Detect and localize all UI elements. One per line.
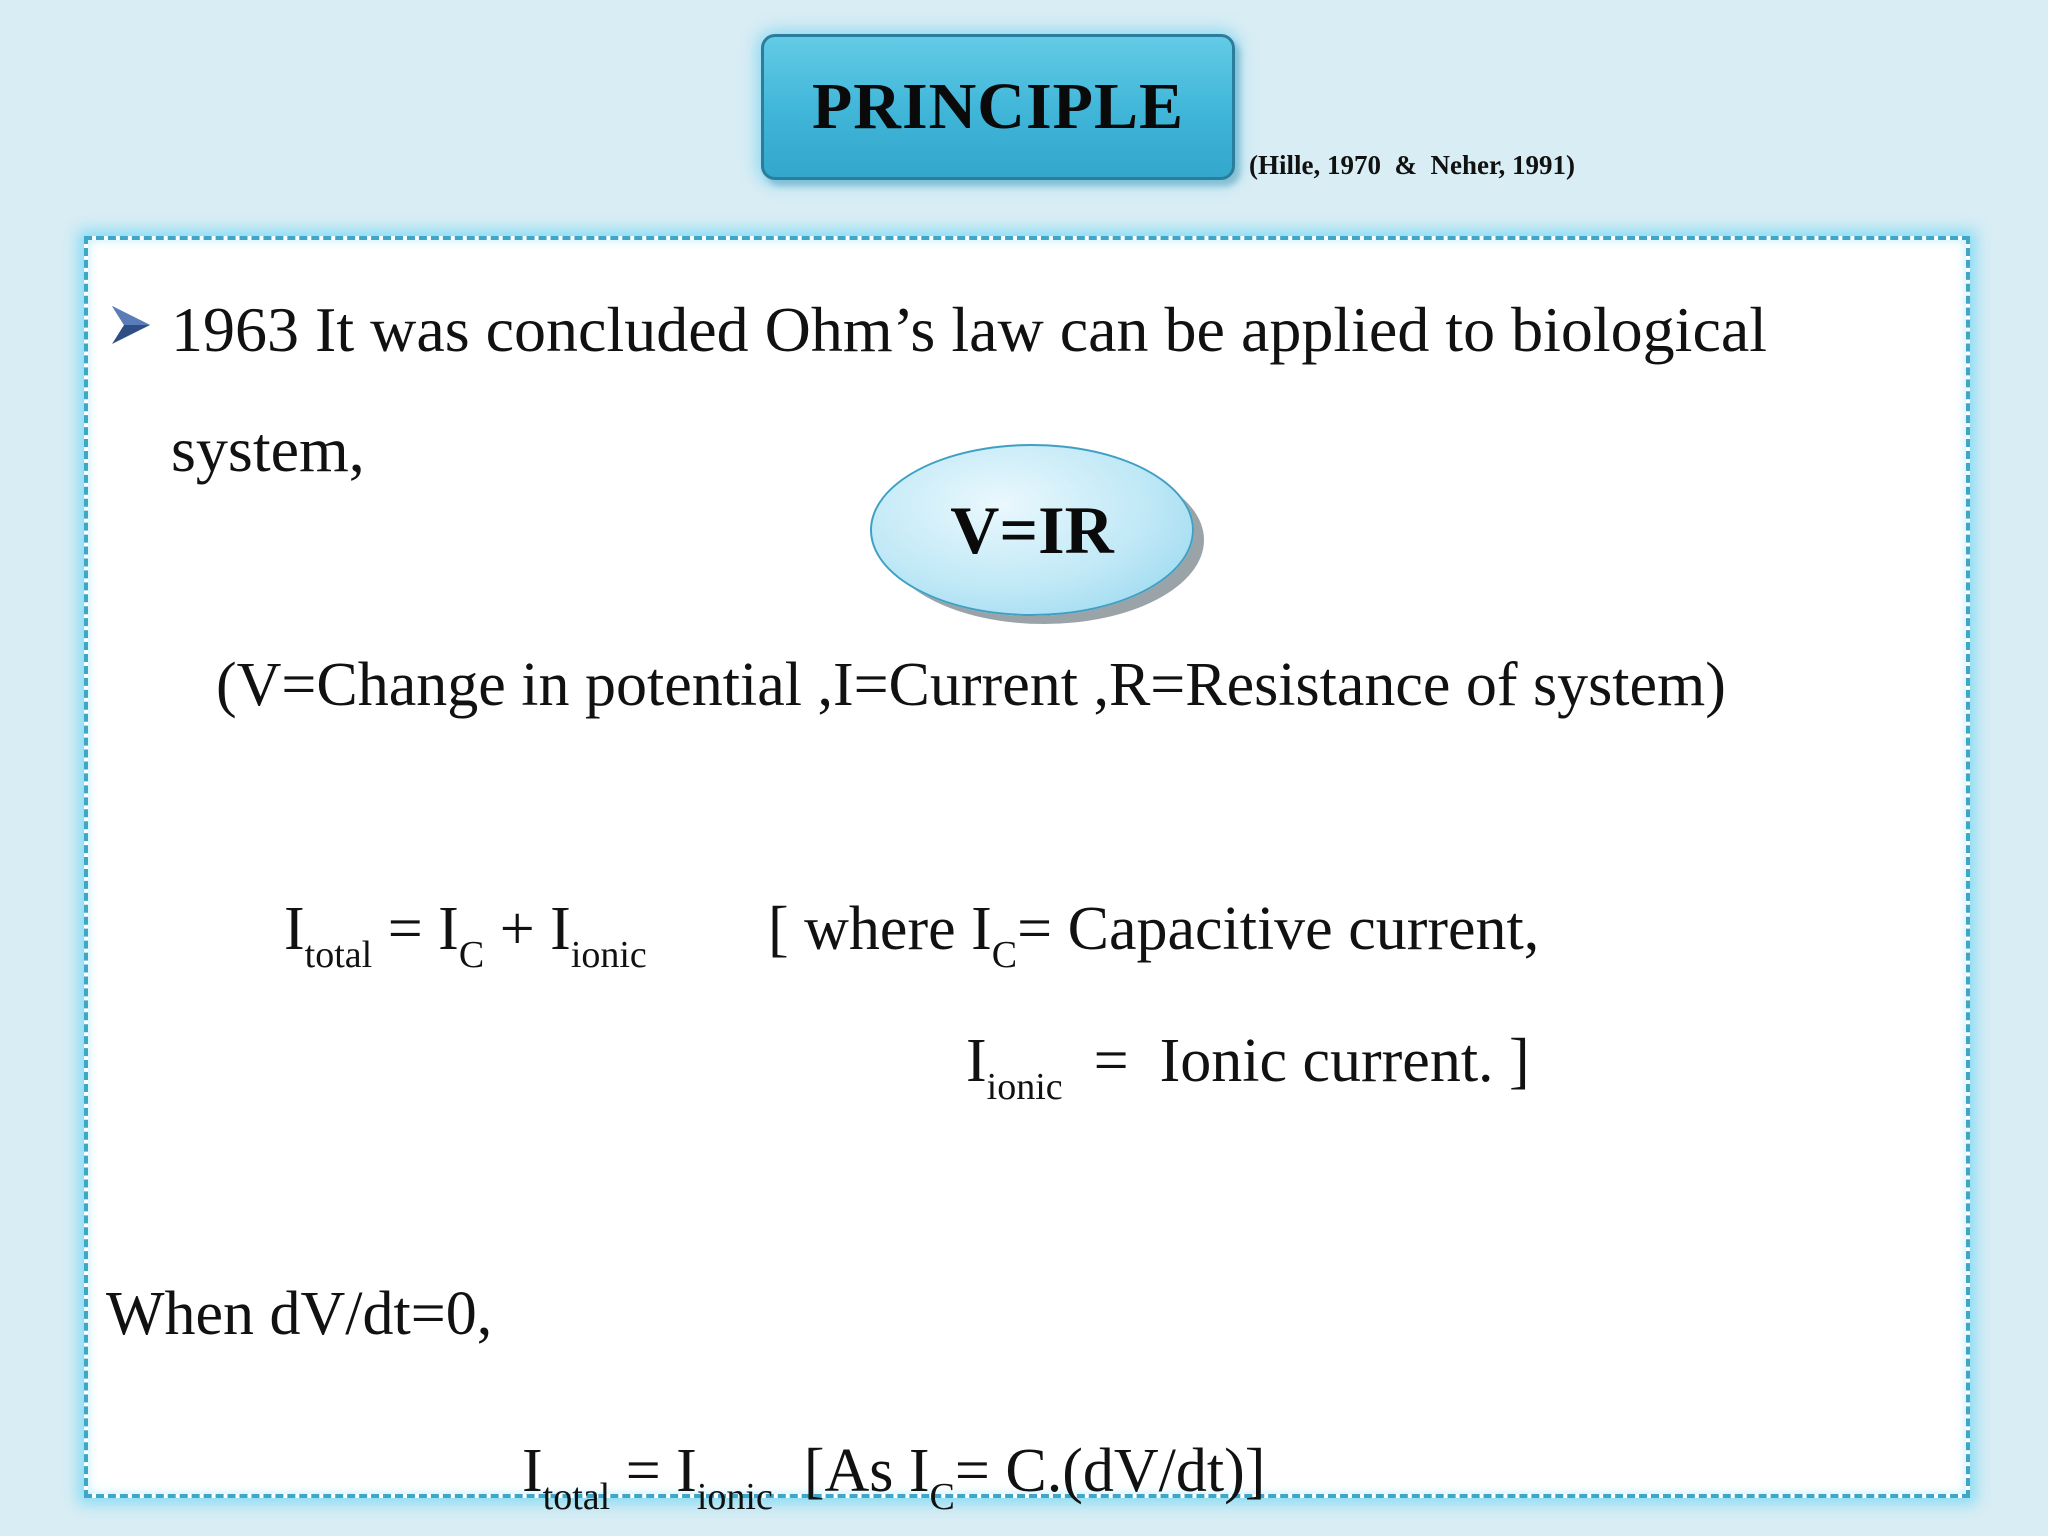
condition-text: When dV/dt=0,	[106, 1280, 493, 1348]
capacitive-definition: = Capacitive current,	[1017, 895, 1540, 963]
title-box	[761, 34, 1235, 180]
equation-total-equals-ionic	[522, 1437, 1266, 1518]
subscript-c: C	[929, 1476, 955, 1518]
bullet-text-line-2: system,	[171, 414, 365, 485]
bullet-text-line-1: 1963 It was concluded Ohm’s law can be applied to biological	[171, 294, 1768, 365]
subscript-total: total	[542, 1476, 611, 1518]
variable-legend: (V=Change in potential ,I=Current ,R=Resistance of system)	[216, 651, 1726, 719]
subscript-ionic: ionic	[696, 1476, 773, 1518]
subscript-c: C	[991, 934, 1018, 976]
definition-ionic-current	[966, 1027, 1530, 1108]
where-open: [ where I	[768, 895, 992, 963]
equation-total-current	[284, 895, 647, 976]
symbol-i: I	[676, 1437, 697, 1505]
subscript-c: C	[458, 934, 485, 976]
subscript-total: total	[304, 934, 373, 976]
symbol-i: I	[438, 895, 459, 963]
formula-oval	[870, 444, 1194, 616]
note-open: [As I	[772, 1437, 930, 1505]
subscript-ionic: ionic	[570, 934, 647, 976]
slide-title: PRINCIPLE	[811, 70, 1185, 143]
symbol-i: I	[284, 895, 305, 963]
formula-text: V=IR	[950, 491, 1114, 568]
citation: (Hille, 1970 & Neher, 1991)	[1249, 150, 1575, 180]
ionic-definition: = Ionic current. ]	[1062, 1027, 1530, 1095]
symbol-i: I	[550, 895, 571, 963]
bullet-arrow-icon	[108, 302, 154, 348]
plus-sign: +	[484, 895, 551, 963]
subscript-ionic: ionic	[986, 1066, 1063, 1108]
equals-sign: =	[610, 1437, 677, 1505]
symbol-i: I	[966, 1027, 987, 1095]
equals-sign: =	[372, 895, 439, 963]
definition-capacitive-current	[768, 895, 1540, 976]
note-rest: = C.(dV/dt)]	[954, 1437, 1266, 1505]
symbol-i: I	[522, 1437, 543, 1505]
